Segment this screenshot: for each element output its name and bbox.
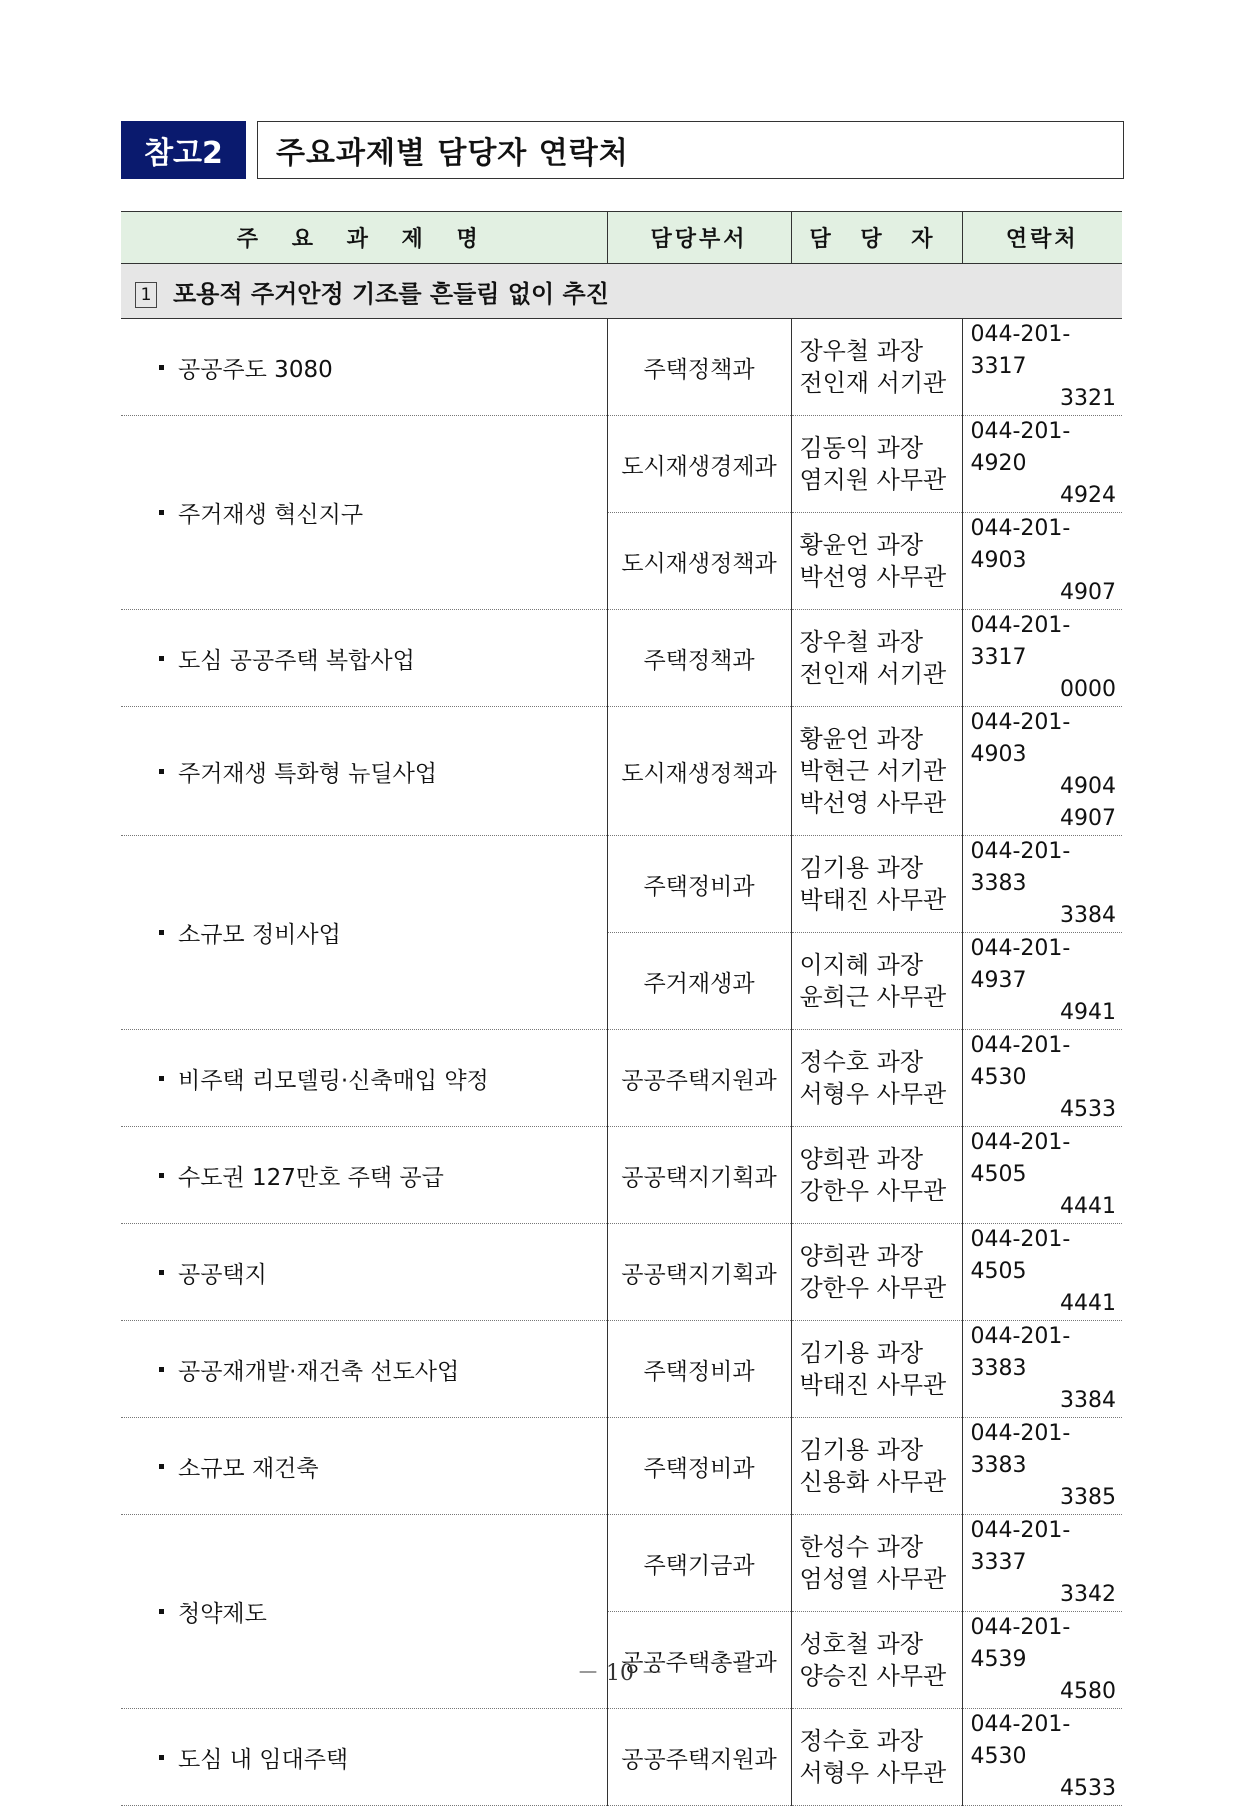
person-name: 강한우 사무관	[799, 1177, 947, 1205]
table-row	[121, 416, 1122, 513]
person-cell	[791, 416, 962, 513]
phone-number: 4533	[1060, 1776, 1116, 1801]
phone-cell	[962, 1515, 1122, 1612]
table-row	[121, 1224, 1122, 1321]
department-cell: 도시재생정책과	[607, 707, 791, 836]
bullet-icon	[159, 1609, 164, 1614]
phone-number: 044-201-3383	[970, 1421, 1071, 1478]
person-cell	[791, 1515, 962, 1612]
task-name: 주거재생 특화형 뉴딜사업	[178, 760, 438, 787]
column-header-phone: 연락처	[962, 212, 1122, 264]
person-cell	[791, 1224, 962, 1321]
department-cell: 주거재생과	[607, 933, 791, 1030]
person-name: 서형우 사무관	[799, 1080, 947, 1108]
bullet-icon	[159, 510, 164, 515]
person-cell	[791, 1127, 962, 1224]
table-row	[121, 610, 1122, 707]
department-cell: 주택정책과	[607, 319, 791, 416]
bullet-icon	[159, 769, 164, 774]
person-cell	[791, 319, 962, 416]
phone-number: 044-201-4903	[970, 516, 1071, 573]
phone-number: 4907	[1060, 806, 1116, 831]
person-name: 전인재 서기관	[799, 369, 947, 397]
phone-number: 4924	[1060, 483, 1116, 508]
column-header-task: 주 요 과 제 명	[121, 212, 607, 264]
phone-cell	[962, 707, 1122, 836]
person-name: 엄성열 사무관	[799, 1565, 947, 1593]
task-name: 공공택지	[178, 1261, 267, 1288]
department-cell: 주택기금과	[607, 1515, 791, 1612]
department-cell: 도시재생경제과	[607, 416, 791, 513]
task-name: 공공주도 3080	[178, 356, 333, 383]
bullet-icon	[159, 1173, 164, 1178]
bullet-icon	[159, 656, 164, 661]
phone-number: 3342	[1060, 1582, 1116, 1607]
reference-badge: 참고2	[121, 121, 246, 179]
table-row	[121, 319, 1122, 416]
person-name: 박태진 사무관	[799, 1371, 947, 1399]
task-cell	[121, 1127, 607, 1224]
bullet-icon	[159, 365, 164, 370]
task-name: 수도권 127만호 주택 공급	[178, 1164, 444, 1191]
contact-table	[121, 211, 1122, 1806]
phone-number: 4441	[1060, 1194, 1116, 1219]
phone-number: 044-201-4937	[970, 936, 1071, 993]
task-cell	[121, 707, 607, 836]
section-number: 1	[135, 282, 157, 308]
task-name: 소규모 재건축	[178, 1455, 319, 1482]
task-cell	[121, 1418, 607, 1515]
section-row	[121, 264, 1122, 319]
department-cell: 주택정비과	[607, 1321, 791, 1418]
phone-number: 044-201-3317	[970, 613, 1071, 670]
person-name: 염지원 사무관	[799, 466, 947, 494]
phone-number: 044-201-3383	[970, 1324, 1071, 1381]
task-cell	[121, 1321, 607, 1418]
phone-number: 044-201-3317	[970, 322, 1071, 379]
department-cell: 공공주택지원과	[607, 1709, 791, 1806]
department-cell: 공공택지기획과	[607, 1224, 791, 1321]
person-name: 박선영 사무관	[799, 563, 947, 591]
task-cell	[121, 836, 607, 1030]
person-name: 이지혜 과장	[799, 951, 924, 979]
person-cell	[791, 1709, 962, 1806]
phone-cell	[962, 1709, 1122, 1806]
person-name: 신용화 사무관	[799, 1468, 947, 1496]
task-name: 주거재생 혁신지구	[178, 502, 364, 528]
column-header-dept: 담당부서	[607, 212, 791, 264]
phone-cell	[962, 1418, 1122, 1515]
phone-number: 4907	[1060, 580, 1116, 605]
section-title: 포용적 주거안정 기조를 흔들림 없이 추진	[173, 279, 609, 308]
table-row	[121, 1709, 1122, 1806]
phone-number: 0000	[1060, 677, 1116, 702]
person-name: 김기용 과장	[799, 1436, 924, 1464]
person-cell	[791, 1321, 962, 1418]
bullet-icon	[159, 930, 164, 935]
task-name: 공공재개발·재건축 선도사업	[178, 1358, 460, 1385]
department-cell: 공공주택총괄과	[607, 1612, 791, 1709]
phone-number: 044-201-4539	[970, 1615, 1071, 1672]
task-cell	[121, 1030, 607, 1127]
page-title: 주요과제별 담당자 연락처	[276, 136, 629, 171]
table-row	[121, 1030, 1122, 1127]
person-cell	[791, 1030, 962, 1127]
department-cell: 공공주택지원과	[607, 1030, 791, 1127]
person-cell	[791, 707, 962, 836]
person-name: 강한우 사무관	[799, 1274, 947, 1302]
task-cell	[121, 1709, 607, 1806]
phone-number: 3384	[1060, 903, 1116, 928]
person-name: 윤희근 사무관	[799, 983, 947, 1011]
department-cell: 주택정비과	[607, 836, 791, 933]
task-name: 도심 공공주택 복합사업	[178, 647, 415, 674]
department-cell: 주택정비과	[607, 1418, 791, 1515]
person-name: 전인재 서기관	[799, 660, 947, 688]
person-cell	[791, 1418, 962, 1515]
phone-number: 044-201-4920	[970, 419, 1071, 476]
bullet-icon	[159, 1367, 164, 1372]
person-name: 장우철 과장	[799, 628, 924, 656]
phone-cell	[962, 416, 1122, 513]
task-cell	[121, 319, 607, 416]
person-name: 장우철 과장	[799, 337, 924, 365]
department-cell: 주택정책과	[607, 610, 791, 707]
phone-cell	[962, 610, 1122, 707]
phone-number: 044-201-3383	[970, 839, 1071, 896]
phone-number: 044-201-3337	[970, 1518, 1071, 1575]
person-name: 정수호 과장	[799, 1727, 924, 1755]
phone-number: 044-201-4530	[970, 1033, 1071, 1090]
phone-cell	[962, 1321, 1122, 1418]
section-title-cell	[121, 264, 1122, 319]
phone-number: 044-201-4903	[970, 710, 1071, 767]
phone-cell	[962, 1224, 1122, 1321]
phone-number: 044-201-4530	[970, 1712, 1071, 1769]
phone-cell	[962, 513, 1122, 610]
phone-cell	[962, 933, 1122, 1030]
phone-number: 4904	[1060, 774, 1116, 799]
person-name: 김동익 과장	[799, 434, 924, 462]
person-name: 황윤언 과장	[799, 531, 924, 559]
person-name: 박현근 서기관	[799, 757, 947, 785]
phone-number: 3384	[1060, 1388, 1116, 1413]
task-cell	[121, 416, 607, 610]
person-name: 박선영 사무관	[799, 789, 947, 817]
task-name: 도심 내 임대주택	[178, 1746, 349, 1773]
table-row	[121, 1418, 1122, 1515]
phone-cell	[962, 319, 1122, 416]
phone-number: 4941	[1060, 1000, 1116, 1025]
person-cell	[791, 933, 962, 1030]
table-row	[121, 836, 1122, 933]
bullet-icon	[159, 1755, 164, 1760]
phone-cell	[962, 836, 1122, 933]
table-header-row	[121, 212, 1122, 264]
person-name: 서형우 사무관	[799, 1759, 947, 1787]
task-cell	[121, 610, 607, 707]
table-row	[121, 707, 1122, 836]
phone-number: 4533	[1060, 1097, 1116, 1122]
person-cell	[791, 610, 962, 707]
person-name: 황윤언 과장	[799, 725, 924, 753]
table-row	[121, 1321, 1122, 1418]
title-box	[257, 121, 1124, 179]
phone-number: 044-201-4505	[970, 1227, 1071, 1284]
phone-number: 4580	[1060, 1679, 1116, 1704]
table-row	[121, 1127, 1122, 1224]
person-name: 성호철 과장	[799, 1630, 924, 1658]
person-name: 김기용 과장	[799, 1339, 924, 1367]
department-cell: 공공택지기획과	[607, 1127, 791, 1224]
person-name: 양희관 과장	[799, 1242, 924, 1270]
person-name: 김기용 과장	[799, 854, 924, 882]
task-name: 청약제도	[178, 1601, 267, 1627]
phone-cell	[962, 1030, 1122, 1127]
person-name: 한성수 과장	[799, 1533, 924, 1561]
phone-number: 4441	[1060, 1291, 1116, 1316]
person-cell	[791, 836, 962, 933]
person-cell	[791, 513, 962, 610]
phone-cell	[962, 1127, 1122, 1224]
table-row	[121, 1515, 1122, 1612]
bullet-icon	[159, 1076, 164, 1081]
person-name: 양승진 사무관	[799, 1662, 947, 1690]
phone-number: 3385	[1060, 1485, 1116, 1510]
department-cell: 도시재생정책과	[607, 513, 791, 610]
task-name: 비주택 리모델링·신축매입 약정	[178, 1067, 489, 1094]
person-name: 양희관 과장	[799, 1145, 924, 1173]
task-cell	[121, 1224, 607, 1321]
phone-number: 3321	[1060, 386, 1116, 411]
phone-number: 044-201-4505	[970, 1130, 1071, 1187]
page-number: － 10 －	[577, 1661, 663, 1686]
person-name: 박태진 사무관	[799, 886, 947, 914]
bullet-icon	[159, 1464, 164, 1469]
task-name: 소규모 정비사업	[178, 922, 341, 948]
bullet-icon	[159, 1270, 164, 1275]
person-name: 정수호 과장	[799, 1048, 924, 1076]
column-header-person: 담 당 자	[791, 212, 962, 264]
